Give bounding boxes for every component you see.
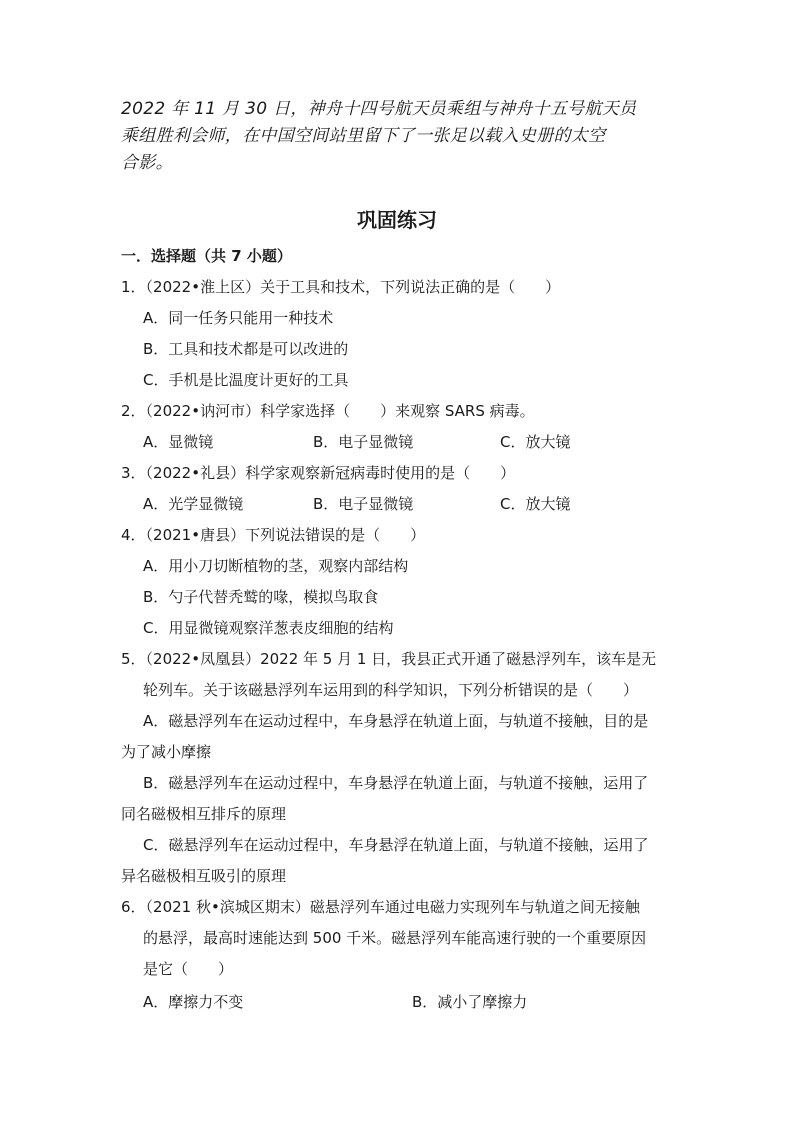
intro-line: 2022 年 11 月 30 日，神舟十四号航天员乘组与神舟十五号航天员 xyxy=(121,99,637,119)
question-5-stem: 轮列车。关于该磁悬浮列车运用到的科学知识，下列分析错误的是（ ） xyxy=(143,681,639,699)
question-6-stem: 6．（2021 秋•滨城区期末）磁悬浮列车通过电磁力实现列车与轨道之间无接触 xyxy=(121,898,640,916)
question-2-option-b: B．电子显微镜 xyxy=(313,433,414,451)
intro-paragraph xyxy=(121,96,681,177)
question-6-option-a: A．摩擦力不变 xyxy=(143,993,244,1011)
question-6-option-b: B．减小了摩擦力 xyxy=(412,993,528,1011)
question-4-stem: 4．（2021•唐县）下列说法错误的是（ ） xyxy=(121,526,426,544)
page-title: 巩固练习 xyxy=(357,208,437,232)
question-5-option-a: 为了减小摩擦 xyxy=(121,743,212,761)
question-4-option-a: A．用小刀切断植物的茎，观察内部结构 xyxy=(143,557,409,575)
question-1-option-c: C．手机是比温度计更好的工具 xyxy=(143,371,349,389)
question-4-option-b: B．勺子代替秃鹫的喙，模拟鸟取食 xyxy=(143,588,379,606)
intro-line: 乘组胜利会师，在中国空间站里留下了一张足以载入史册的太空 xyxy=(121,126,606,146)
question-5-option-c: 异名磁极相互吸引的原理 xyxy=(121,867,287,885)
question-6-stem: 的悬浮，最高时速能达到 500 千米。磁悬浮列车能高速行驶的一个重要原因 xyxy=(143,929,647,947)
intro-line: 合影。 xyxy=(121,153,173,173)
question-2-option-a: A．显微镜 xyxy=(143,433,214,451)
question-1-option-b: B．工具和技术都是可以改进的 xyxy=(143,340,349,358)
question-1-option-a: A．同一任务只能用一种技术 xyxy=(143,309,334,327)
question-2-option-c: C．放大镜 xyxy=(500,433,571,451)
question-5-stem: 5．（2022•凤凰县）2022 年 5 月 1 日，我县正式开通了磁悬浮列车，该车是无 xyxy=(121,650,657,668)
question-3-stem: 3．（2022•礼县）科学家观察新冠病毒时使用的是（ ） xyxy=(121,464,516,482)
question-3-option-b: B．电子显微镜 xyxy=(313,495,414,513)
question-5-option-a: A．磁悬浮列车在运动过程中，车身悬浮在轨道上面，与轨道不接触，目的是 xyxy=(143,712,649,730)
question-2-stem: 2．（2022•讷河市）科学家选择（ ）来观察 SARS 病毒。 xyxy=(121,402,535,420)
question-4-option-c: C．用显微镜观察洋葱表皮细胞的结构 xyxy=(143,619,394,637)
question-5-option-b: 同名磁极相互排斥的原理 xyxy=(121,805,287,823)
question-5-option-b: B．磁悬浮列车在运动过程中，车身悬浮在轨道上面，与轨道不接触，运用了 xyxy=(143,774,649,792)
section-heading: 一．选择题（共 7 小题） xyxy=(121,247,292,265)
question-1-stem: 1．（2022•淮上区）关于工具和技术，下列说法正确的是（ ） xyxy=(121,278,561,296)
question-3-option-c: C．放大镜 xyxy=(500,495,571,513)
question-3-option-a: A．光学显微镜 xyxy=(143,495,244,513)
question-6-stem: 是它（ ） xyxy=(143,960,234,978)
question-5-option-c: C．磁悬浮列车在运动过程中，车身悬浮在轨道上面，与轨道不接触，运用了 xyxy=(143,836,649,854)
